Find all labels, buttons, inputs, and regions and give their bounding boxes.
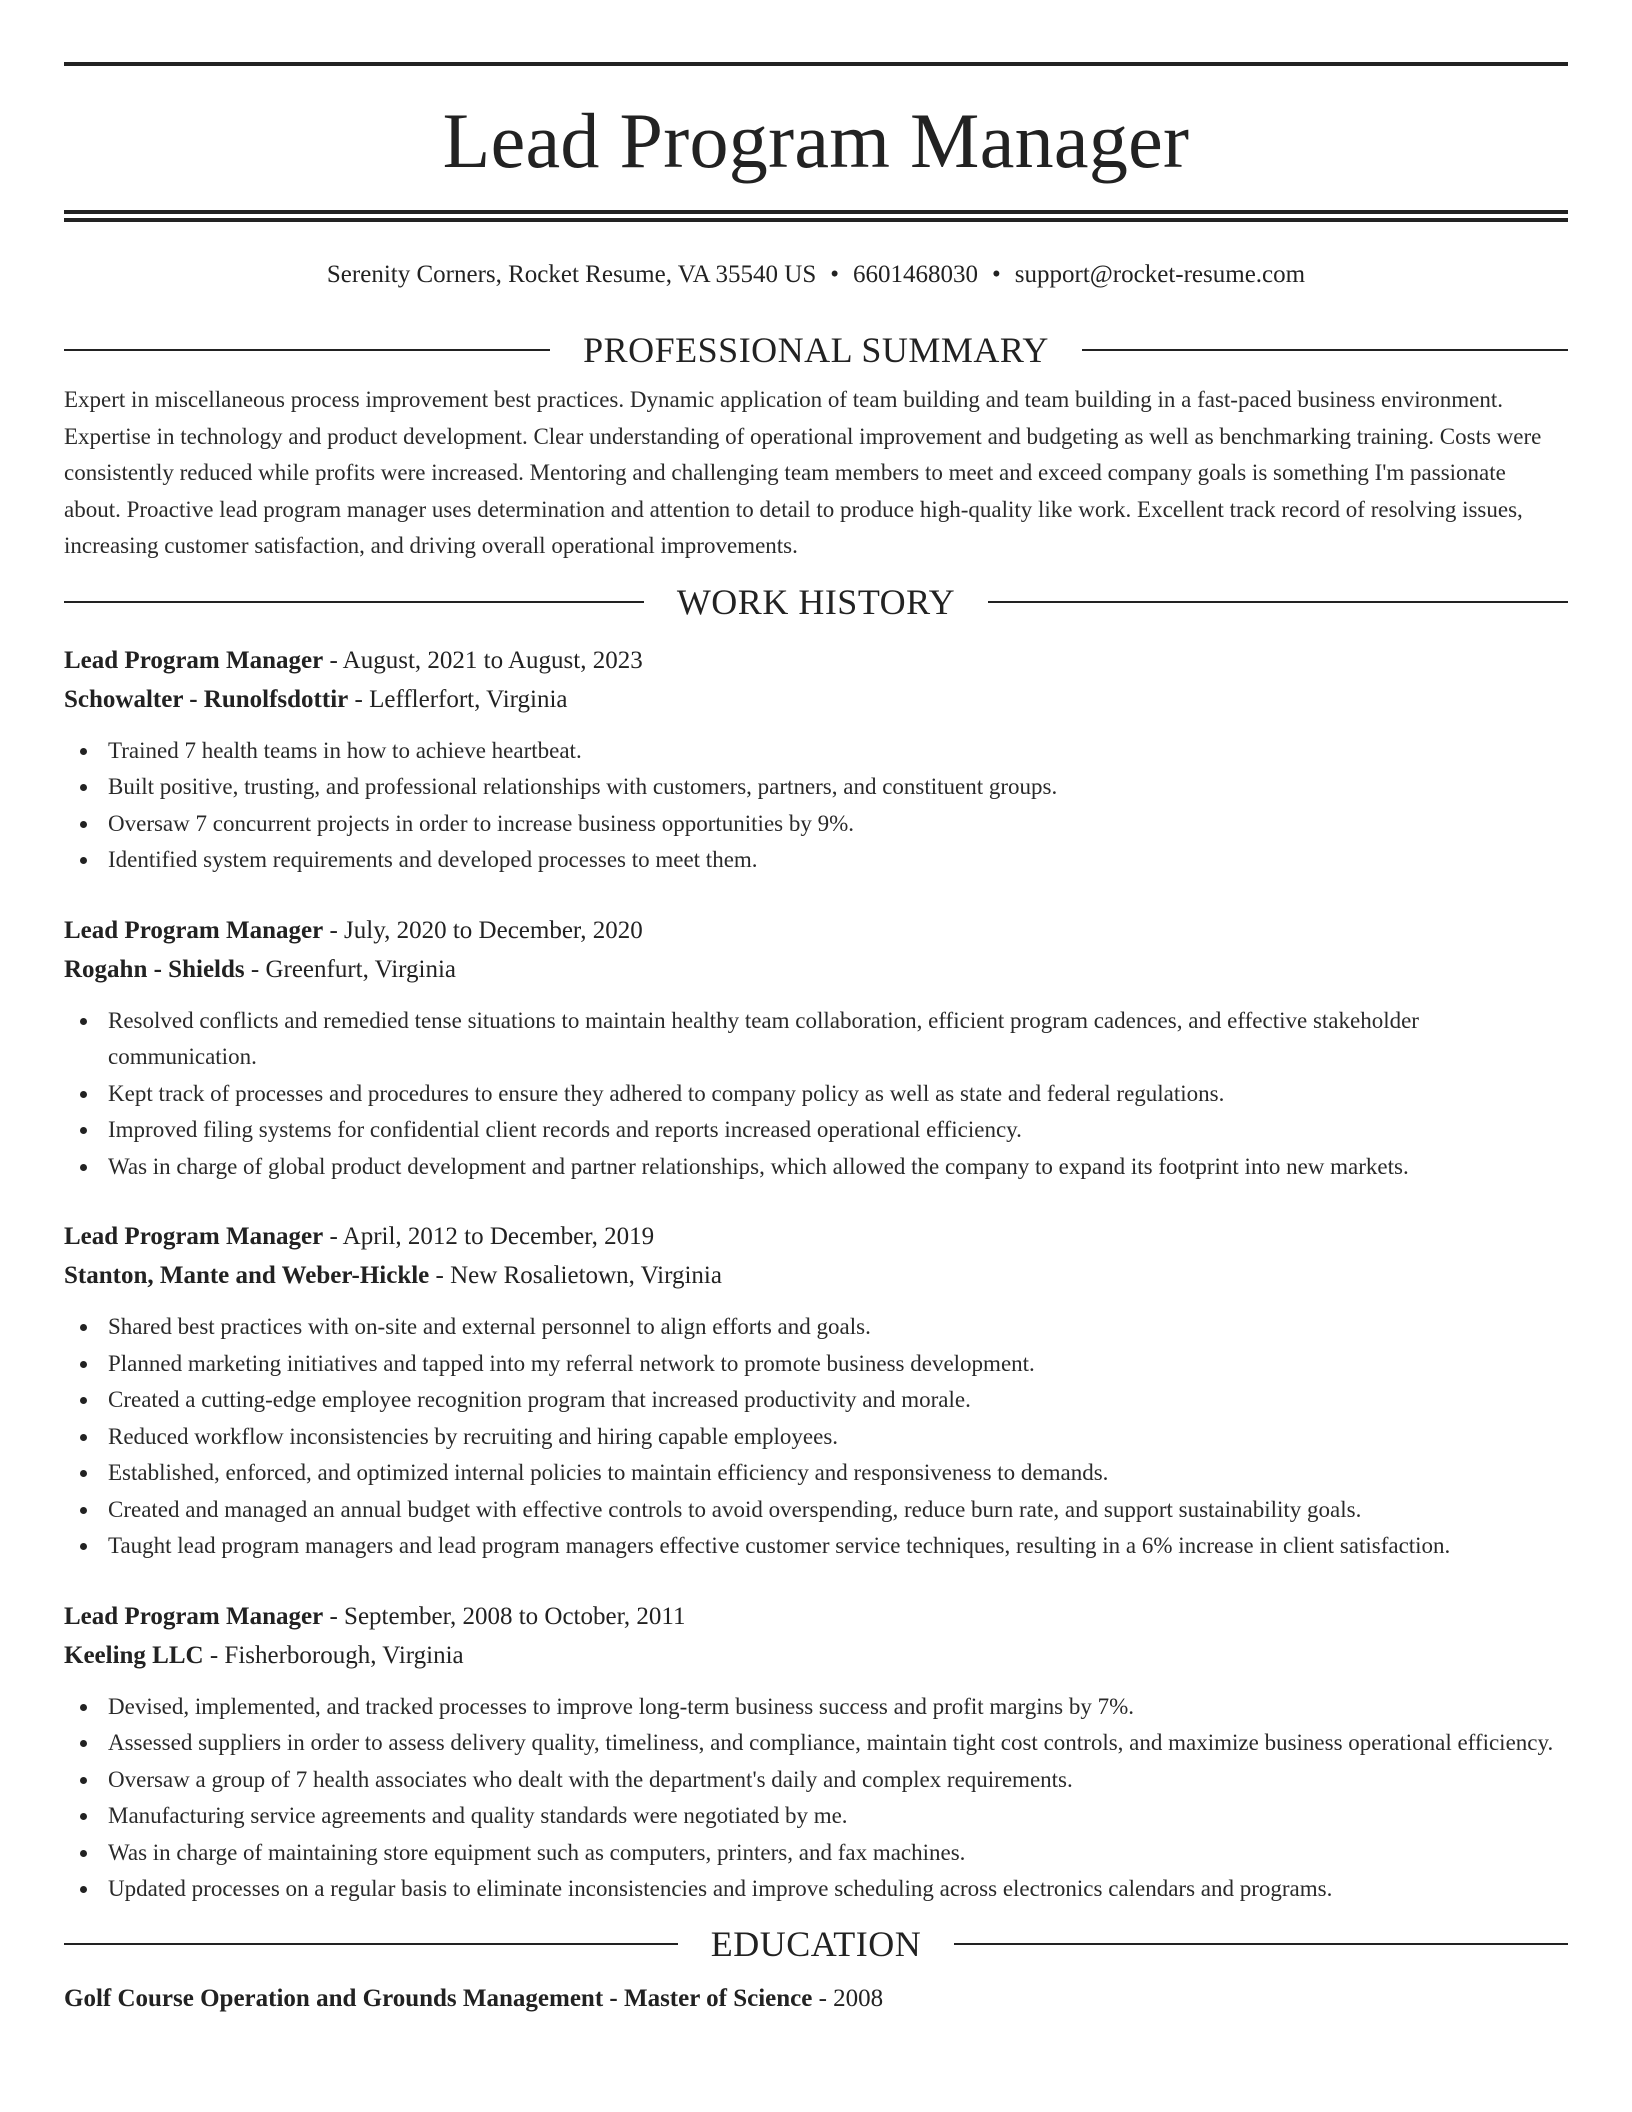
job-title-line (64, 1217, 1568, 1256)
job-company: Keeling LLC (64, 1641, 204, 1669)
job-location: - Greenfurt, Virginia (244, 955, 457, 983)
work-history-heading-text: WORK HISTORY (676, 581, 956, 622)
job-title-line (64, 641, 1568, 680)
education-heading-text: EDUCATION (710, 1923, 922, 1964)
job-bullet: Resolved conflicts and remedied tense situations to maintain healthy team collaboration, efficient program cadences, and effective stakeholder communication. (64, 1003, 1568, 1076)
job-bullet: Updated processes on a regular basis to eliminate inconsistencies and improve scheduling across electronics calendars and programs. (64, 1871, 1568, 1908)
job-bullet: Was in charge of global product development and partner relationships, which allowed the company to expand its footprint into new markets. (64, 1149, 1568, 1186)
job-entry (64, 641, 1568, 879)
contact-email: support@rocket-resume.com (1014, 261, 1306, 288)
job-bullet-list (64, 1309, 1568, 1565)
heading-rule-left (64, 1943, 678, 1945)
education-degree: Golf Course Operation and Grounds Management - Master of Science (64, 1984, 813, 2012)
job-bullet: Devised, implemented, and tracked processes to improve long-term business success and profit margins by 7%. (64, 1689, 1568, 1726)
job-bullet: Improved filing systems for confidential client records and reports increased operational efficiency. (64, 1112, 1568, 1149)
summary-text: Expert in miscellaneous process improvement best practices. Dynamic application of team building and team building in a fast-paced business environment. Expertise in technology and product development. Clear understanding of operational improvement and budgeting as well as benchmarking training. Costs were consistently reduced while profits were increased. Mentoring and challenging team members to meet and exceed company goals is something I'm passionate about. Proactive lead program manager uses determination and attention to detail to produce high-quality like work. Excellent track record of resolving issues, increasing customer satisfaction, and driving overall operational improvements. (64, 387, 1542, 558)
contact-address: Serenity Corners, Rocket Resume, VA 35540 US (326, 261, 817, 288)
job-bullet: Assessed suppliers in order to assess delivery quality, timeliness, and compliance, maintain tight cost controls, and maximize business operational efficiency. (64, 1725, 1568, 1762)
job-bullet: Was in charge of maintaining store equipment such as computers, printers, and fax machines. (64, 1835, 1568, 1872)
contact-phone: 6601468030 (853, 261, 979, 288)
heading-rule-right (1082, 349, 1568, 351)
job-bullet: Identified system requirements and developed processes to meet them. (64, 842, 1568, 879)
job-bullet: Taught lead program managers and lead program managers effective customer service techniques, resulting in a 6% increase in client satisfaction. (64, 1528, 1568, 1565)
heading-rule-left (64, 601, 644, 603)
heading-rule-left (64, 349, 550, 351)
job-company: Stanton, Mante and Weber-Hickle (64, 1262, 430, 1289)
education-year: - 2008 (812, 1984, 884, 2012)
job-bullet: Kept track of processes and procedures to ensure they adhered to company policy as well as state and federal regulations. (64, 1076, 1568, 1113)
job-location: - Lefflerfort, Virginia (348, 685, 568, 713)
job-dates: - September, 2008 to October, 2011 (323, 1602, 686, 1630)
job-company-line (64, 1256, 1568, 1295)
job-title-line (64, 911, 1568, 950)
job-bullet-list (64, 1003, 1568, 1186)
work-history-section-heading (64, 581, 1568, 622)
resume-name-heading: Lead Program Manager (442, 97, 1190, 184)
job-bullet: Created a cutting-edge employee recognition program that increased productivity and morale. (64, 1382, 1568, 1419)
job-location: - New Rosalietown, Virginia (429, 1262, 722, 1289)
job-bullet: Established, enforced, and optimized internal policies to maintain efficiency and responsiveness to demands. (64, 1455, 1568, 1492)
job-dates: - July, 2020 to December, 2020 (323, 916, 643, 944)
job-bullet: Oversaw a group of 7 health associates who dealt with the department's daily and complex requirements. (64, 1762, 1568, 1799)
job-dates: - August, 2021 to August, 2023 (323, 646, 643, 674)
education-entry (64, 1979, 1568, 2018)
job-entry (64, 1217, 1568, 1565)
job-bullet: Planned marketing initiatives and tapped into my referral network to promote business development. (64, 1346, 1568, 1383)
job-bullet: Created and managed an annual budget with effective controls to avoid overspending, reduce burn rate, and support sustainability goals. (64, 1492, 1568, 1529)
job-bullet: Built positive, trusting, and professional relationships with customers, partners, and constituent groups. (64, 769, 1568, 806)
job-title: Lead Program Manager (64, 1223, 324, 1250)
job-bullet: Shared best practices with on-site and external personnel to align efforts and goals. (64, 1309, 1568, 1346)
job-location: - Fisherborough, Virginia (203, 1641, 464, 1669)
job-company: Schowalter - Runolfsdottir (64, 685, 349, 713)
job-entry (64, 911, 1568, 1186)
job-bullet: Reduced workflow inconsistencies by recruiting and hiring capable employees. (64, 1419, 1568, 1456)
job-bullet-list (64, 1689, 1568, 1908)
summary-heading-text: PROFESSIONAL SUMMARY (583, 330, 1049, 370)
heading-rule-right (988, 601, 1568, 603)
job-company: Rogahn - Shields (64, 955, 245, 983)
heading-rule-right (954, 1943, 1568, 1945)
job-bullet: Manufacturing service agreements and quality standards were negotiated by me. (64, 1798, 1568, 1835)
job-dates: - April, 2012 to December, 2019 (323, 1223, 655, 1250)
summary-section-heading (64, 332, 1568, 368)
name-double-rule (64, 210, 1568, 222)
job-bullet-list (64, 733, 1568, 879)
job-company-line (64, 680, 1568, 719)
job-company-line (64, 1636, 1568, 1675)
job-title: Lead Program Manager (64, 646, 324, 674)
job-entry (64, 1597, 1568, 1908)
job-company-line (64, 950, 1568, 989)
job-bullet: Oversaw 7 concurrent projects in order to increase business opportunities by 9%. (64, 806, 1568, 843)
contact-separator: • (830, 261, 840, 288)
job-title: Lead Program Manager (64, 1602, 324, 1630)
contact-separator: • (992, 261, 1001, 288)
contact-line (64, 260, 1568, 290)
job-title: Lead Program Manager (64, 916, 324, 944)
education-section-heading (64, 1923, 1568, 1964)
top-rule (64, 62, 1568, 66)
job-title-line (64, 1597, 1568, 1636)
job-bullet: Trained 7 health teams in how to achieve heartbeat. (64, 733, 1568, 770)
